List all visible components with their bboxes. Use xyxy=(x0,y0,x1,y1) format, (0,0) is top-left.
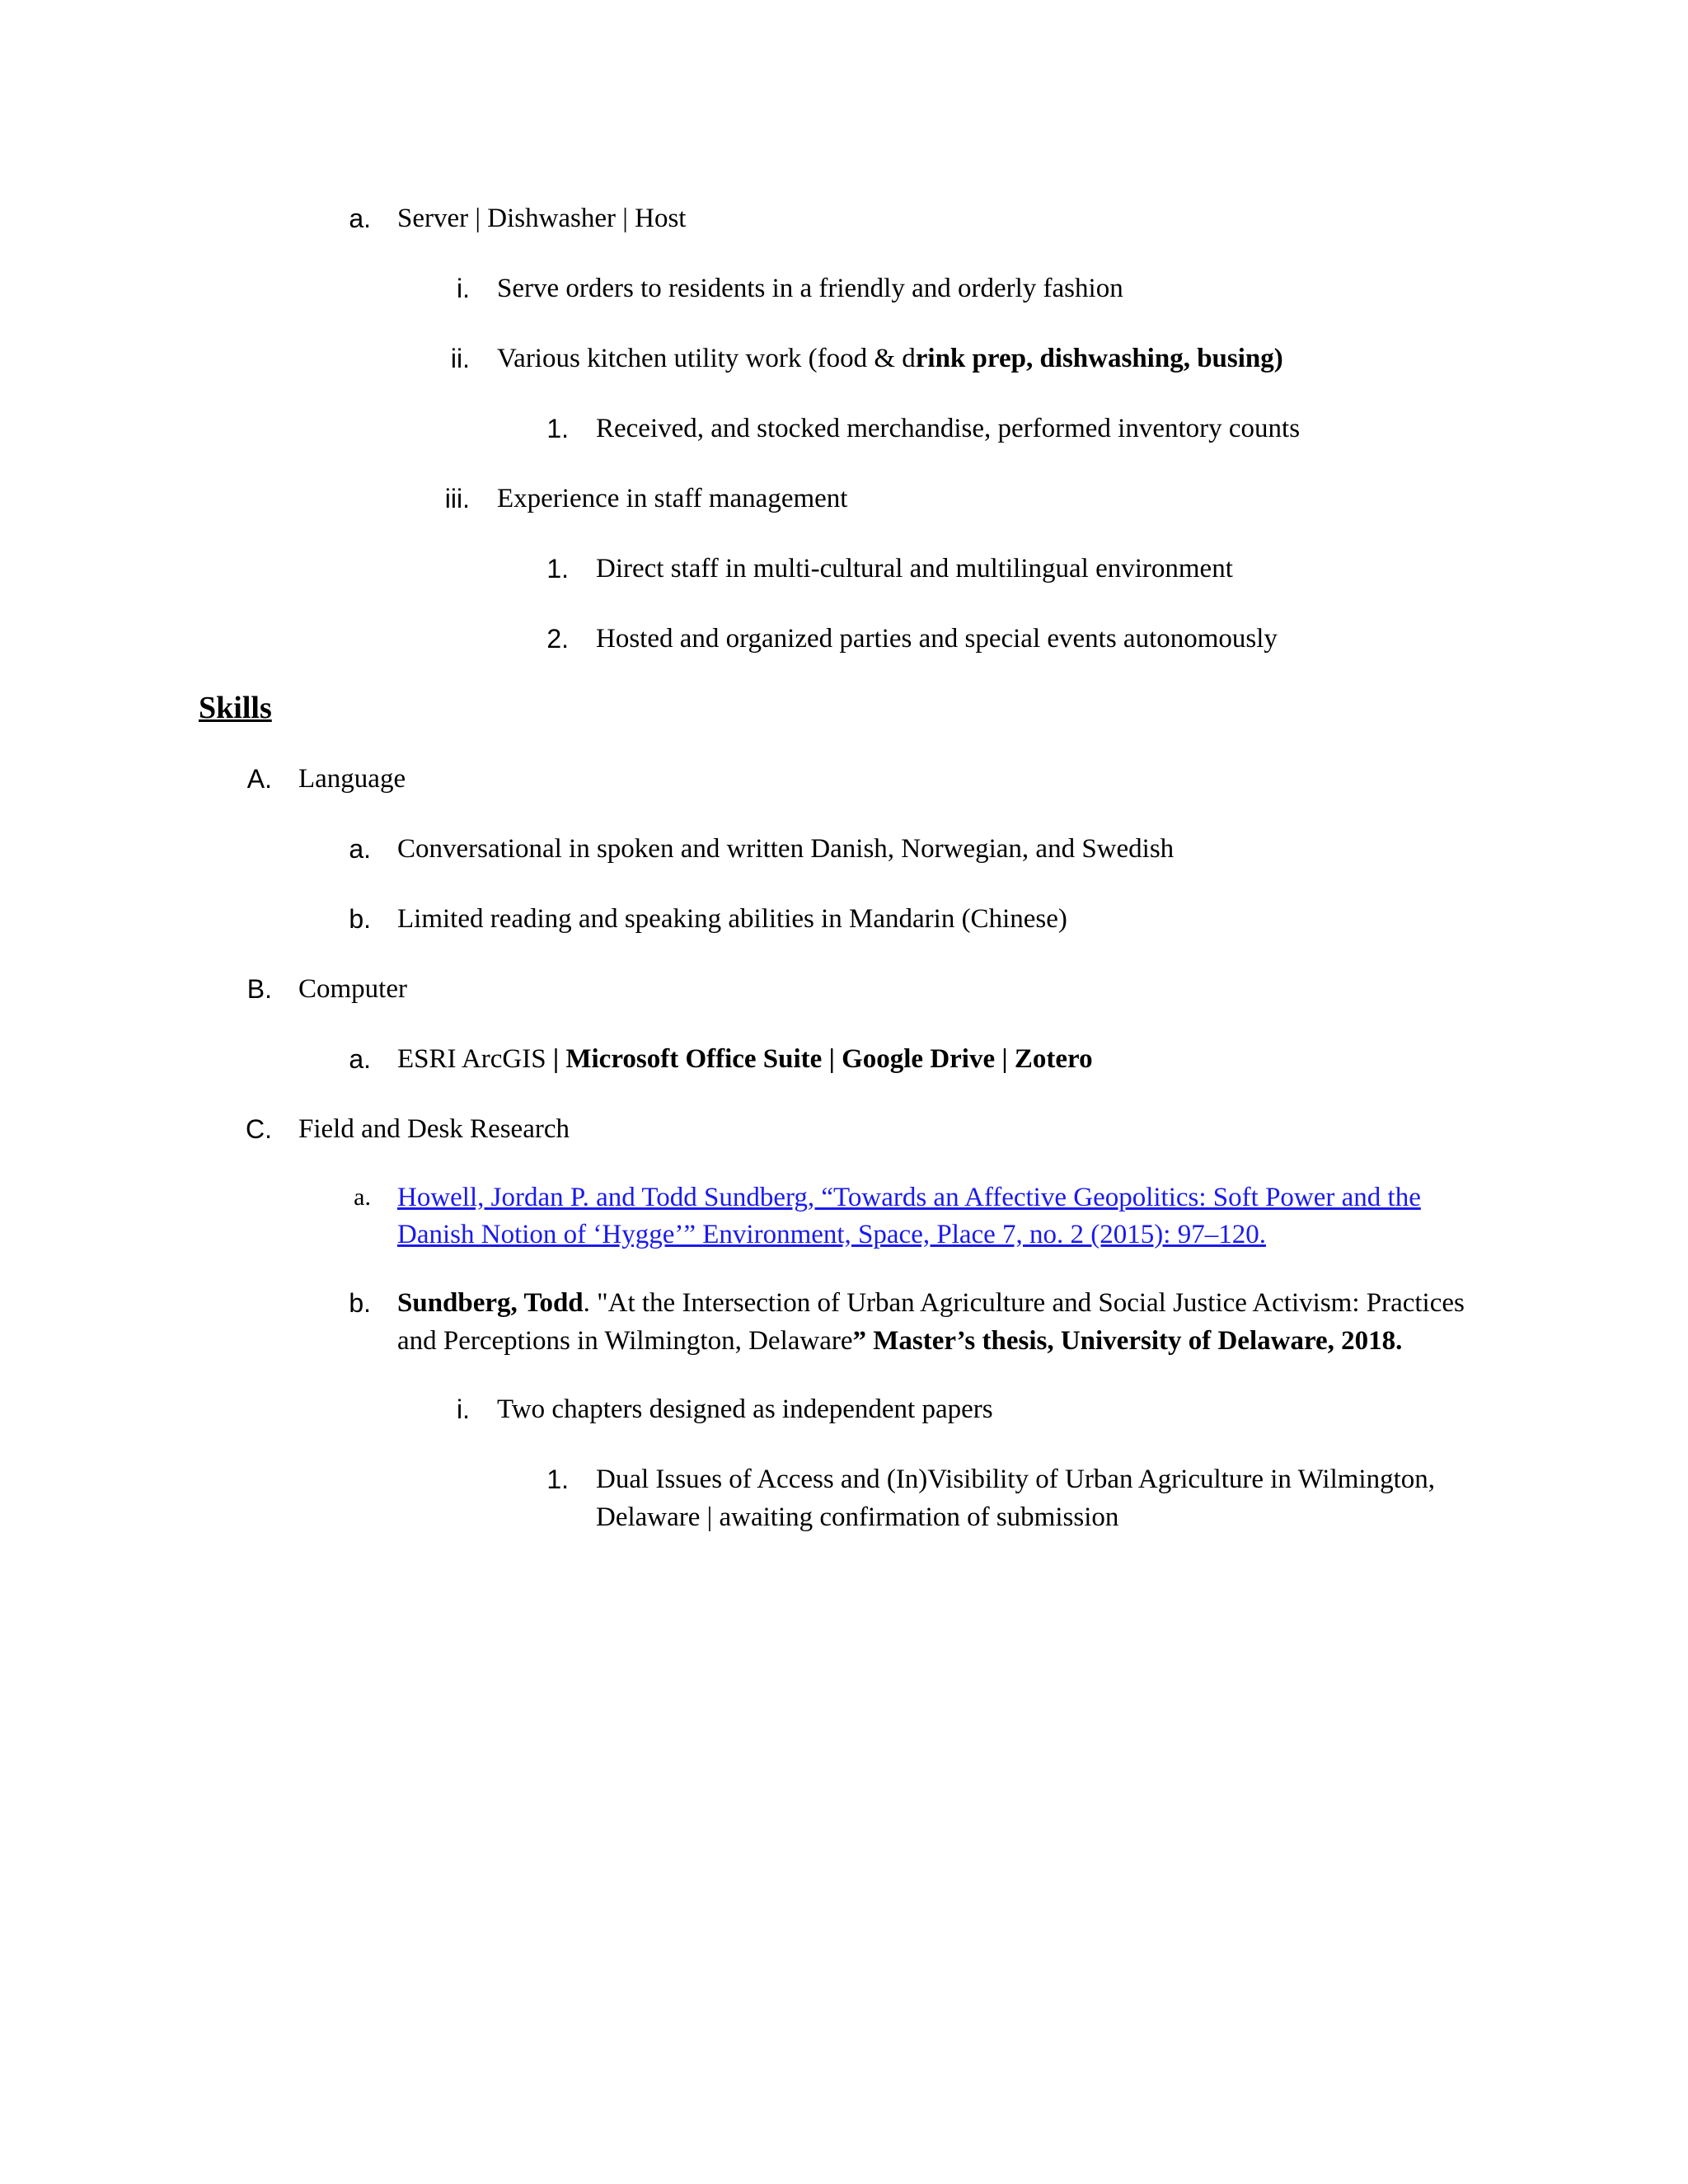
sub-duty-text: Hosted and organized parties and special events autonomously xyxy=(596,624,1278,654)
publication-author: Sundberg, Todd xyxy=(397,1288,584,1318)
list-marker: a. xyxy=(349,834,371,864)
duty-text: Serve orders to residents in a friendly and orderly fashion xyxy=(497,274,1123,303)
list-marker: 2. xyxy=(546,624,569,654)
list-marker: 1. xyxy=(546,554,569,583)
list-marker: iii. xyxy=(444,484,470,513)
skill-text: Conversational in spoken and written Danish, Norwegian, and Swedish xyxy=(397,834,1175,864)
skill-category-label: Field and Desk Research xyxy=(298,1114,570,1144)
sub-duty-text: Received, and stocked merchandise, performed inventory counts xyxy=(596,414,1301,443)
list-marker: 1. xyxy=(546,1465,569,1494)
list-marker: a. xyxy=(349,1044,371,1074)
duty-text-bold: rink prep, dishwashing, busing) xyxy=(915,344,1283,373)
paper-title-line1: Dual Issues of Access and (In)Visibility of Urban Agriculture in Wilmington, xyxy=(596,1465,1435,1494)
list-marker: i. xyxy=(457,274,470,303)
skill-category-label: Language xyxy=(298,764,406,794)
publication-link-line2[interactable]: Danish Notion of ‘Hygge’” Environment, Space, Place 7, no. 2 (2015): 97–120. xyxy=(397,1220,1266,1249)
section-heading: Skills xyxy=(199,691,272,725)
publication-venue: ” Master’s thesis, University of Delaware, 2018. xyxy=(852,1326,1403,1356)
sub-duty-text: Direct staff in multi-cultural and multilingual environment xyxy=(596,554,1233,583)
publication-text-line2 xyxy=(397,1322,1402,1360)
duty-text: Experience in staff management xyxy=(497,484,848,513)
role-title: Server | Dishwasher | Host xyxy=(397,204,687,233)
publication-title: . "At the Intersection of Urban Agriculture and Social Justice Activism: Practices xyxy=(583,1288,1465,1318)
list-marker: A. xyxy=(246,764,272,794)
duty-text xyxy=(497,340,1283,377)
paper-title-line2: Delaware | awaiting confirmation of submission xyxy=(596,1502,1119,1532)
skill-category-label: Computer xyxy=(298,974,407,1004)
publication-link-line1[interactable]: Howell, Jordan P. and Todd Sundberg, “Towards an Affective Geopolitics: Soft Power and the xyxy=(397,1183,1421,1212)
publication-title-cont: and Perceptions in Wilmington, Delaware xyxy=(397,1326,853,1356)
list-marker: C. xyxy=(246,1114,272,1144)
list-marker: i. xyxy=(457,1394,470,1424)
list-marker: b. xyxy=(349,1288,371,1318)
list-marker: a. xyxy=(349,204,371,233)
skill-text xyxy=(397,1040,1093,1078)
skill-text-plain: ESRI ArcGIS xyxy=(397,1044,553,1074)
list-marker: a. xyxy=(354,1183,371,1211)
skill-text-bold: | Microsoft Office Suite | Google Drive | Zotero xyxy=(552,1044,1093,1074)
duty-text-plain: Various kitchen utility work (food & d xyxy=(497,344,916,373)
publication-text-line1 xyxy=(397,1284,1465,1322)
skill-text: Limited reading and speaking abilities in Mandarin (Chinese) xyxy=(397,904,1067,934)
list-marker: ii. xyxy=(450,344,470,373)
publication-sub-text: Two chapters designed as independent papers xyxy=(497,1394,993,1424)
list-marker: b. xyxy=(349,904,371,934)
list-marker: B. xyxy=(246,974,272,1004)
list-marker: 1. xyxy=(546,414,569,443)
